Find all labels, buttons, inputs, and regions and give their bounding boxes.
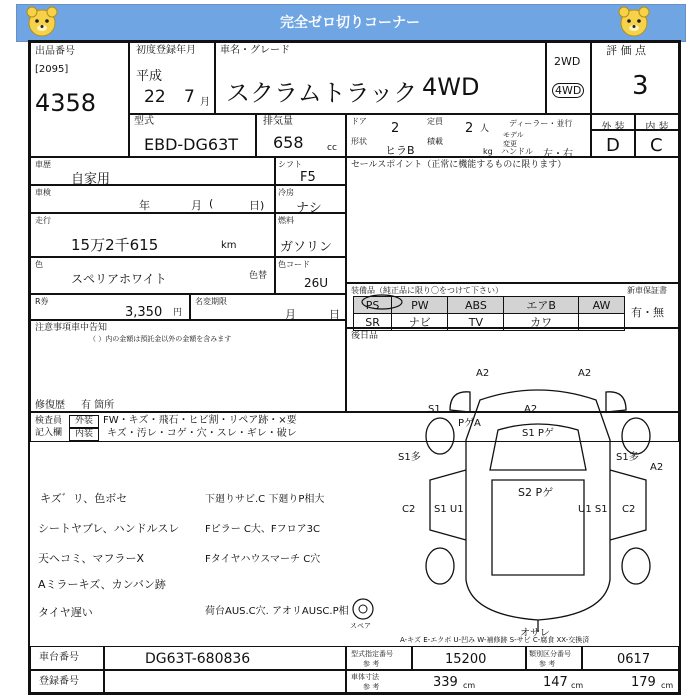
note-line: 天ヘコミ、マフラーX: [38, 552, 145, 565]
damage-mark: S1 U1: [434, 504, 464, 515]
registration-label-cell: [30, 670, 104, 693]
damage-mark: オサレ: [520, 628, 550, 639]
chassis-value: DG63T-680836: [145, 651, 251, 667]
chassis-value-cell: [104, 646, 346, 670]
mileage-cell: [30, 213, 275, 257]
shift-value: F5: [300, 170, 316, 185]
damage-mark: A2: [578, 368, 592, 379]
notes-label: 注意事項車中告知: [35, 323, 108, 333]
equip-tv: TV: [448, 314, 504, 331]
right-note-line: Fピラー C大、Fフロア3C: [205, 524, 321, 535]
page-title: 完全ゼロ切りコーナー: [280, 15, 420, 31]
damage-mark: A2: [650, 462, 664, 473]
deadline-label: 名変期限: [195, 297, 227, 306]
height-unit: cm: [661, 681, 674, 690]
reg-year: 22: [144, 87, 166, 107]
equip-airbag: エアB: [504, 297, 579, 314]
interior-label-cell: [635, 114, 679, 133]
right-note-line: Fタイヤハウスマーチ C穴: [205, 554, 321, 565]
color-cell: [30, 257, 275, 294]
damage-legend: A-キズ E-エクボ U-凹み W-補修跡 S-サビ C-腐食 XX-交換済: [400, 636, 590, 644]
repair-value: 有 箇所: [81, 400, 115, 411]
inspection-month: 月: [191, 199, 202, 212]
model-change-label: モデル 変更: [503, 131, 524, 148]
history-cell: [30, 157, 275, 185]
sales-point-label: セールスポイント（正常に機能するものに限ります）: [351, 160, 567, 170]
note-line: キズ゛リ、色ボセ: [40, 492, 128, 505]
shape-label: 形状: [351, 137, 367, 146]
note-line: Aミラーキズ、カンバン跡: [38, 578, 166, 591]
note-line: シートヤブレ、ハンドルスレ: [38, 522, 180, 535]
equip-ps: PS: [354, 297, 392, 314]
length-value: 339: [433, 675, 458, 690]
manual-label: 新車保証書: [627, 286, 667, 295]
interior-label: 内 装: [645, 122, 669, 133]
doors-value: 2: [391, 121, 400, 136]
deadline-day: 日: [329, 308, 340, 321]
equipment-label: 装備品（純正品に限り〇をつけて下さい）: [351, 286, 503, 295]
inspection-paren: (: [209, 197, 214, 210]
displacement-value: 658: [273, 133, 304, 152]
score-label: 評 価 点: [606, 44, 646, 57]
load-label: 積載: [427, 137, 443, 146]
handle-value: 左・右: [543, 149, 573, 160]
shape-value: ヒラB: [385, 144, 415, 157]
era: 平成: [136, 69, 163, 84]
displacement-label: 排気量: [263, 116, 293, 127]
right-note-line: 下廻りサビ.C 下廻りP相大: [205, 494, 325, 505]
class-no-label-cell: [526, 646, 582, 670]
aircon-label: 冷房: [278, 188, 294, 197]
reg-month: 7: [184, 87, 195, 107]
right-note-line: 荷台AUS.C穴. アオリAUSC.P相: [205, 606, 349, 617]
handle-label: ハンドル: [501, 147, 533, 156]
color-value: スペリアホワイト: [71, 272, 167, 286]
color-code-label: 色コード: [278, 260, 310, 269]
class-no-value-cell: [582, 646, 679, 670]
deadline-month: 月: [285, 308, 296, 321]
aircon-cell: [275, 185, 346, 216]
spare-label: スペア: [350, 622, 371, 630]
int-marks: キズ・汚レ・コゲ・穴・スレ・ギレ・破レ: [107, 428, 297, 439]
ps-circle-mark: [360, 294, 404, 310]
width-value: 147: [543, 675, 568, 690]
type-no-value-cell: [412, 646, 526, 670]
fuel-value: ガソリン: [280, 240, 333, 255]
class-no-label: 類別区分番号: [529, 650, 571, 658]
recycle-cell: [30, 294, 190, 320]
damage-mark: S1: [428, 404, 441, 415]
drive-2wd: 2WD: [554, 55, 581, 68]
model-label: 車名・グレード: [220, 45, 290, 56]
width-unit: cm: [571, 681, 584, 690]
note-line: タイヤ遅い: [38, 606, 93, 619]
doors-label: ドア: [351, 117, 367, 126]
score-cell: [591, 42, 679, 114]
capacity-value: 2: [465, 121, 474, 136]
fuel-cell: [275, 213, 346, 257]
damage-mark: S1 Pゲ: [522, 428, 554, 439]
displacement-unit: cc: [327, 143, 337, 153]
mileage-label: 走行: [35, 216, 51, 225]
color-change-label: 色替: [249, 271, 268, 281]
interior-grade-cell: [635, 130, 679, 157]
rear-items-label: 後日品: [351, 331, 379, 341]
type-label: 型式: [134, 116, 154, 127]
damage-mark: S2 Pゲ: [518, 486, 554, 499]
mileage-value: 15万2千615: [71, 236, 159, 254]
first-reg-label: 初度登録年月: [136, 45, 196, 56]
capacity-unit: 人: [480, 124, 490, 134]
dealer-label: ディーラー・並行: [509, 119, 573, 128]
class-no-value: 0617: [617, 652, 651, 667]
lot-cell: [30, 42, 129, 157]
lot-sub: [2095]: [35, 64, 69, 75]
registration-value-cell: [104, 670, 346, 693]
ref-label: 参 考: [539, 660, 556, 668]
ref-label: 参 考: [363, 683, 380, 691]
damage-mark: PゲA: [458, 418, 481, 429]
displacement-cell: [256, 114, 346, 157]
chassis-label-cell: [30, 646, 104, 670]
damage-mark: A2: [524, 404, 538, 415]
inspector-label-2: 記入欄: [35, 428, 63, 438]
damage-mark: C2: [402, 504, 416, 515]
inspection-label: 車検: [35, 188, 51, 197]
color-code-cell: [275, 257, 346, 294]
fuel-label: 燃料: [278, 216, 294, 225]
inspector-label: 検査員: [35, 416, 63, 426]
damage-mark: S1多: [616, 452, 639, 463]
history-value: 自家用: [71, 172, 111, 187]
type-no-label: 型式指定番号: [351, 650, 393, 658]
ext-marks: FW・キズ・飛石・ヒビ割・リペア跡・×要: [103, 415, 297, 426]
type-value: EBD-DG63T: [144, 135, 239, 154]
mascot-icon: [22, 4, 62, 40]
inspection-cell: [30, 185, 275, 213]
doors-shape-cell: [346, 114, 591, 160]
manual-value: 有・無: [631, 306, 664, 319]
chassis-label: 車台番号: [39, 652, 79, 663]
exterior-grade-cell: [591, 130, 635, 157]
score-value: 3: [632, 71, 649, 101]
spare-tire-icon: [346, 597, 380, 623]
exterior-label: 外 装: [601, 122, 625, 133]
first-reg-cell: [129, 42, 215, 114]
equip-abs: ABS: [448, 297, 504, 314]
model-cell: [215, 42, 546, 114]
sales-point-cell: [346, 157, 679, 283]
interior-grade: C: [650, 135, 663, 156]
color-label: 色: [35, 260, 43, 269]
exterior-grade: D: [606, 135, 620, 156]
aircon-value: ナシ: [296, 201, 322, 216]
equip-aw: AW: [578, 297, 624, 314]
equip-sr: SR: [354, 314, 392, 331]
drive-4wd-circled: 4WD: [552, 83, 584, 98]
ref-label: 参 考: [363, 660, 380, 668]
inspection-day: 日): [249, 199, 265, 212]
recycle-value: 3,350: [125, 305, 163, 320]
drive-cell: [546, 42, 591, 114]
shift-label: シフト: [278, 160, 302, 169]
model-name: スクラムトラック: [226, 79, 418, 107]
type-no-label-cell: [346, 646, 412, 670]
model-drive: 4WD: [422, 73, 480, 101]
damage-mark: U1 S1: [578, 504, 608, 515]
lot-label: 出品番号: [35, 46, 75, 57]
type-cell: [129, 114, 256, 157]
damage-mark: C2: [622, 504, 636, 515]
damage-mark: S1多: [398, 452, 421, 463]
recycle-label: R券: [35, 297, 49, 306]
color-code-value: 26U: [304, 276, 329, 290]
equip-navi: ナビ: [392, 314, 448, 331]
ext-label: 外装: [75, 416, 94, 426]
capacity-label: 定員: [427, 117, 443, 126]
shift-cell: [275, 157, 346, 185]
deadline-cell: [190, 294, 346, 320]
notes-cell: [30, 320, 346, 412]
mileage-unit: km: [221, 240, 237, 251]
type-no-value: 15200: [445, 652, 487, 667]
dimensions-cell: [346, 670, 679, 693]
notes-sub: （ ）内の金額は預託金以外の金額を含みます: [89, 335, 232, 343]
exterior-label-cell: [591, 114, 635, 133]
recycle-unit: 円: [173, 308, 183, 318]
mascot-icon: [614, 4, 654, 40]
registration-label: 登録番号: [39, 676, 79, 687]
inspection-year: 年: [139, 199, 150, 212]
reg-month-unit: 月: [200, 97, 210, 108]
inspection-sheet: [28, 40, 681, 695]
equip-pw: PW: [392, 297, 448, 314]
load-unit: kg: [483, 147, 493, 156]
length-unit: cm: [463, 681, 476, 690]
height-value: 179: [631, 675, 656, 690]
car-diagram: [410, 370, 665, 632]
damage-mark: A2: [476, 368, 490, 379]
history-label: 車歴: [35, 160, 51, 169]
int-label: 内装: [75, 429, 94, 439]
dimensions-label: 車体寸法: [351, 673, 379, 681]
equip-leather: カワ: [504, 314, 579, 331]
repair-label: 修復歴: [35, 400, 65, 411]
lot-number: 4358: [35, 89, 97, 117]
